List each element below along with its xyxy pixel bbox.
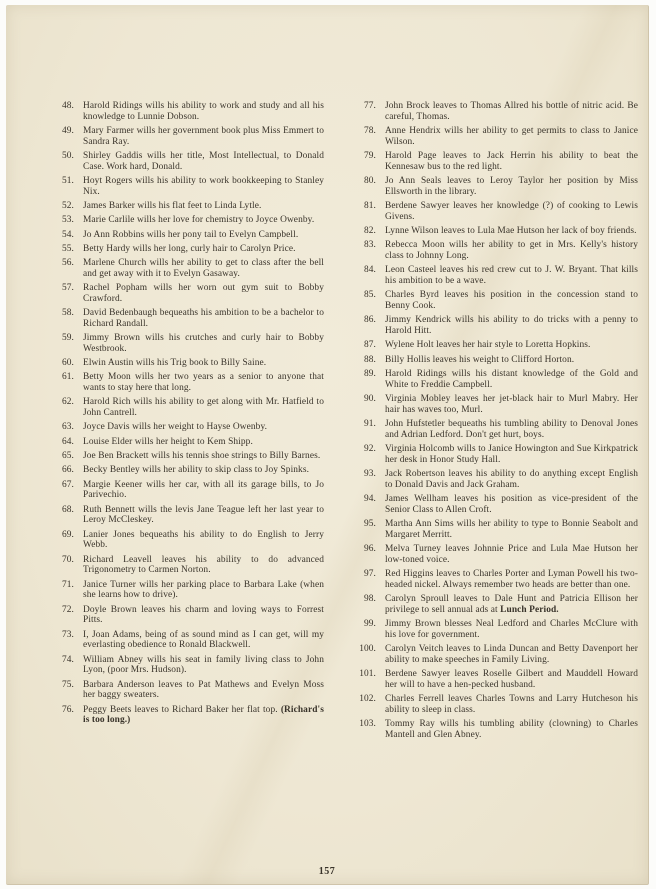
item-text: Lanier Jones bequeaths his ability to do English to Jerry Webb. — [83, 529, 324, 551]
item-number: 100. — [359, 643, 376, 654]
item-number: 73. — [61, 629, 74, 640]
item-text: Berdene Sawyer leaves her knowledge (?) of cooking to Lewis Givens. — [385, 201, 638, 222]
item-text: Harold Page leaves to Jack Herrin his ability to beat the Kennesaw bus to the red light. — [385, 151, 638, 172]
item-number: 94. — [363, 493, 376, 504]
item-text: Tommy Ray wills his tumbling ability (clowning) to Charles Mantell and Glen Abney. — [385, 718, 638, 740]
item-text: Virginia Mobley leaves her jet-black hair to Murl Mabry. Her hair has waves too, Murl. — [385, 393, 638, 415]
item-number: 75. — [61, 679, 74, 690]
will-item — [48, 258, 324, 279]
will-item — [350, 494, 638, 515]
item-number: 93. — [363, 468, 376, 479]
item-text: Doyle Brown leaves his charm and loving ways to Forrest Pitts. — [83, 604, 324, 626]
will-item — [48, 333, 324, 354]
will-item — [48, 244, 324, 255]
will-item — [48, 201, 324, 212]
will-item — [350, 369, 638, 390]
will-item — [350, 355, 638, 366]
item-number: 91. — [363, 418, 376, 429]
will-item — [48, 555, 324, 576]
item-text: Shirley Gaddis wills her title, Most Intellectual, to Donald Case. Work hard, Donald. — [83, 151, 324, 172]
item-number: 103. — [359, 718, 376, 729]
item-text: Jimmy Brown wills his crutches and curly hair to Bobby Westbrook. — [83, 333, 324, 354]
item-text: Margie Keener wills her car, with all its garage bills, to Jo Parivechio. — [83, 479, 324, 501]
item-text: Joyce Davis wills her weight to Hayse Owenby. — [83, 422, 268, 433]
item-number: 53. — [61, 215, 74, 226]
will-item — [48, 215, 324, 226]
will-item — [350, 544, 638, 565]
item-text: Jimmy Brown blesses Neal Ledford and Charles McClure with his love for government. — [385, 618, 638, 640]
item-number: 69. — [61, 529, 74, 540]
item-text: James Wellham leaves his position as vice-president of the Senior Class to Allen Croft. — [385, 493, 638, 515]
will-item — [350, 176, 638, 197]
will-item — [350, 694, 638, 715]
item-number: 74. — [61, 654, 74, 665]
item-number: 95. — [363, 518, 376, 529]
item-text: Leon Casteel leaves his red crew cut to J. W. Bryant. That kills his ambition to be a wave. — [385, 265, 638, 286]
item-text: John Brock leaves to Thomas Allred his bottle of nitric acid. Be careful, Thomas. — [385, 101, 638, 122]
will-item — [48, 176, 324, 197]
item-number: 70. — [61, 554, 74, 565]
will-item — [350, 394, 638, 415]
will-item — [350, 619, 638, 640]
will-item — [48, 101, 324, 122]
item-text: Harold Ridings wills his ability to work and study and all his knowledge to Lunnie Dobson. — [83, 101, 324, 122]
will-item — [350, 265, 638, 286]
item-text: Betty Moon wills her two years as a senior to anyone that wants to stay here that long. — [83, 372, 324, 394]
will-item — [48, 358, 324, 369]
item-number: 82. — [363, 226, 376, 236]
will-item — [48, 283, 324, 304]
will-item — [48, 126, 324, 147]
will-item — [350, 240, 638, 261]
item-number: 67. — [61, 479, 74, 490]
item-text: Betty Hardy wills her long, curly hair to Carolyn Price. — [83, 243, 296, 254]
item-number: 80. — [363, 176, 376, 186]
item-text: Peggy Beets leaves to Richard Baker her flat top. (Richard's is too long.) — [83, 704, 324, 726]
item-text: Anne Hendrix wills her ability to get permits to class to Janice Wilson. — [385, 126, 638, 147]
item-number: 64. — [61, 436, 74, 447]
item-text: Lynne Wilson leaves to Lula Mae Hutson her lack of boy friends. — [385, 226, 637, 236]
will-item — [350, 290, 638, 311]
item-text: John Hufstetler bequeaths his tumbling ability to Denoval Jones and Adrian Ledford. Don't get hurt, boys. — [385, 418, 638, 440]
item-number: 58. — [61, 308, 74, 319]
item-number: 101. — [359, 668, 376, 679]
item-number: 85. — [363, 290, 376, 301]
will-item — [350, 419, 638, 440]
will-item — [350, 226, 638, 237]
will-item — [350, 469, 638, 490]
yearbook-page — [6, 5, 649, 885]
item-text: James Barker wills his flat feet to Linda Lytle. — [83, 201, 262, 211]
item-number: 86. — [363, 315, 376, 326]
item-number: 102. — [359, 693, 376, 704]
item-number: 76. — [61, 704, 74, 715]
will-item — [48, 505, 324, 526]
item-number: 87. — [363, 340, 376, 351]
item-text: Rebecca Moon wills her ability to get in Mrs. Kelly's history class to Johnny Long. — [385, 240, 638, 261]
will-item — [48, 422, 324, 433]
will-item — [350, 519, 638, 540]
item-text: Virginia Holcomb wills to Janice Howington and Sue Kirkpatrick her desk in Honor Study Hall. — [385, 443, 638, 465]
will-item — [48, 630, 324, 651]
item-text: Berdene Sawyer leaves Roselle Gilbert and Mauddell Howard her will to have a hen-pecked husband. — [385, 668, 638, 690]
item-number: 90. — [363, 393, 376, 404]
item-text: Wylene Holt leaves her hair style to Loretta Hopkins. — [385, 340, 591, 351]
item-number: 96. — [363, 543, 376, 554]
will-item — [48, 451, 324, 462]
item-text: David Bedenbaugh bequeaths his ambition to be a bachelor to Richard Randall. — [83, 308, 324, 329]
item-text: Melva Turney leaves Johnnie Price and Lula Mae Hutson her low-toned voice. — [385, 543, 638, 565]
item-number: 50. — [61, 151, 74, 161]
item-number: 83. — [363, 240, 376, 251]
item-text: Richard Leavell leaves his ability to do advanced Trigonometry to Carmen Norton. — [83, 554, 324, 576]
will-item — [350, 569, 638, 590]
will-item — [48, 655, 324, 676]
item-number: 60. — [61, 358, 74, 369]
item-number: 62. — [61, 397, 74, 408]
will-item — [350, 340, 638, 351]
will-item — [350, 101, 638, 122]
item-text: Billy Hollis leaves his weight to Clifford Horton. — [385, 354, 575, 365]
item-number: 55. — [61, 243, 74, 254]
will-item — [48, 605, 324, 626]
item-text: Red Higgins leaves to Charles Porter and Lyman Powell his two-headed nickel. Always remember two heads are better than one. — [385, 568, 638, 590]
item-number: 59. — [61, 333, 74, 344]
item-number: 66. — [61, 465, 74, 476]
will-item — [48, 465, 324, 476]
item-text: Harold Rich wills his ability to get along with Mr. Hatfield to John Cantrell. — [83, 397, 324, 419]
will-item — [350, 669, 638, 690]
item-number: 52. — [61, 201, 74, 211]
will-item — [350, 644, 638, 665]
item-number: 54. — [61, 229, 74, 240]
item-number: 79. — [363, 151, 376, 161]
item-text: Mary Farmer wills her government book plus Miss Emmert to Sandra Ray. — [83, 126, 324, 147]
item-text: Rachel Popham wills her worn out gym suit to Bobby Crawford. — [83, 283, 324, 304]
item-text: Carolyn Veitch leaves to Linda Duncan and Betty Davenport her ability to make speeches in Family Living. — [385, 643, 638, 665]
item-number: 72. — [61, 604, 74, 615]
item-number: 65. — [61, 451, 74, 462]
item-text: Harold Ridings wills his distant knowledge of the Gold and White to Freddie Campbell. — [385, 368, 638, 390]
item-number: 49. — [61, 126, 74, 136]
item-text: Charles Ferrell leaves Charles Towns and Larry Hutcheson his ability to sleep in class. — [385, 693, 638, 715]
item-number: 51. — [61, 176, 74, 186]
item-text: Marlene Church wills her ability to get to class after the bell and get away with it to Evelyn Gasaway. — [83, 258, 324, 279]
will-item — [350, 594, 638, 615]
will-item — [48, 680, 324, 701]
item-text: Jo Ann Robbins wills her pony tail to Evelyn Campbell. — [83, 229, 299, 240]
item-number: 97. — [363, 568, 376, 579]
item-text: Martha Ann Sims wills her ability to type to Bonnie Seabolt and Margaret Merritt. — [385, 518, 638, 540]
item-text-bold: (Richard's is too long.) — [83, 704, 324, 726]
will-item — [48, 437, 324, 448]
will-item — [350, 151, 638, 172]
item-number: 81. — [363, 201, 376, 211]
will-item — [48, 308, 324, 329]
will-item — [48, 580, 324, 601]
item-number: 92. — [363, 443, 376, 454]
will-item — [350, 444, 638, 465]
item-text-bold: Lunch Period. — [500, 604, 559, 615]
item-text: Elwin Austin wills his Trig book to Billy Saine. — [83, 358, 267, 369]
will-item — [48, 530, 324, 551]
will-item — [350, 201, 638, 222]
item-number: 78. — [363, 126, 376, 136]
item-text: Jimmy Kendrick wills his ability to do tricks with a penny to Harold Hitt. — [385, 315, 638, 336]
item-text: Becky Bentley wills her ability to skip class to Joy Spinks. — [83, 465, 310, 476]
will-item — [48, 705, 324, 726]
item-text: William Abney wills his seat in family living class to John Lyon, (poor Mrs. Hudson). — [83, 654, 324, 676]
item-text: Charles Byrd leaves his position in the concession stand to Benny Cook. — [385, 290, 638, 311]
will-item — [48, 480, 324, 501]
item-text: Janice Turner wills her parking place to Barbara Lake (when she learns how to drive). — [83, 579, 324, 601]
item-text: Joe Ben Brackett wills his tennis shoe strings to Billy Barnes. — [83, 451, 321, 462]
right-column — [350, 101, 638, 744]
left-column — [48, 101, 324, 730]
item-number: 68. — [61, 504, 74, 515]
will-item — [350, 315, 638, 336]
item-text: Jack Robertson leaves his ability to do anything except English to Donald Davis and Jack Graham. — [385, 468, 638, 490]
will-item — [48, 372, 324, 393]
item-number: 71. — [61, 579, 74, 590]
item-text: Barbara Anderson leaves to Pat Mathews and Evelyn Moss her baggy sweaters. — [83, 679, 324, 701]
item-text: Carolyn Sproull leaves to Dale Hunt and Patricia Ellison her privilege to sell annual ads at Lunch Period. — [385, 593, 638, 615]
will-item — [48, 230, 324, 241]
item-text: Ruth Bennett wills the levis Jane Teague left her last year to Leroy McCleskey. — [83, 504, 324, 526]
item-number: 56. — [61, 258, 74, 269]
item-number: 84. — [363, 265, 376, 276]
will-item — [48, 397, 324, 418]
item-number: 98. — [363, 593, 376, 604]
item-text: Louise Elder wills her height to Kem Shipp. — [83, 436, 253, 447]
item-text: Marie Carlile wills her love for chemistry to Joyce Owenby. — [83, 215, 315, 226]
item-text: Hoyt Rogers wills his ability to work bookkeeping to Stanley Nix. — [83, 176, 324, 197]
item-number: 61. — [61, 372, 74, 383]
will-item — [350, 719, 638, 740]
item-number: 89. — [363, 368, 376, 379]
will-item — [48, 151, 324, 172]
item-text: I, Joan Adams, being of as sound mind as I can get, will my everlasting obedience to Ronald Blackwell. — [83, 629, 324, 651]
item-number: 77. — [363, 101, 376, 111]
item-number: 48. — [61, 101, 74, 111]
item-number: 99. — [363, 618, 376, 629]
item-text: Jo Ann Seals leaves to Leroy Taylor her position by Miss Ellsworth in the library. — [385, 176, 638, 197]
item-number: 63. — [61, 422, 74, 433]
will-item — [350, 126, 638, 147]
page-number: 157 — [318, 866, 336, 877]
item-number: 57. — [61, 283, 74, 294]
item-number: 88. — [363, 354, 376, 365]
